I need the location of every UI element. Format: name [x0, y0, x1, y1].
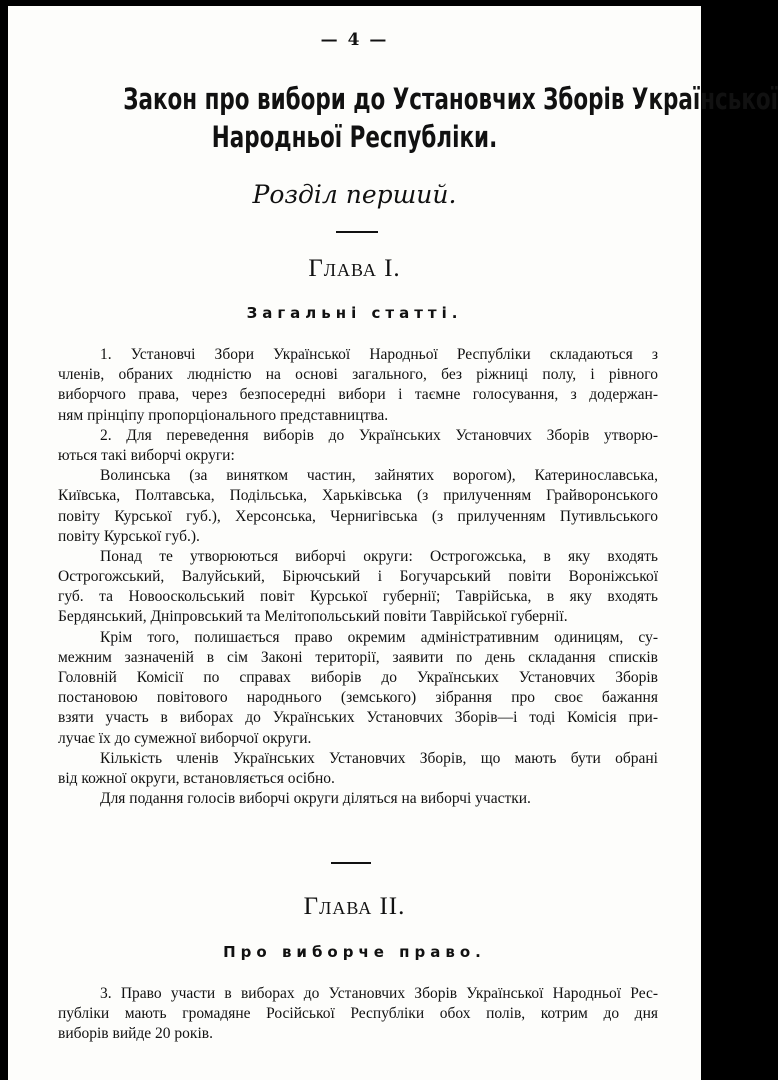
text-line: Крім того, полишається право окремим адміністративним одиницям, су- [100, 628, 658, 646]
text-line: Кількість членів Українських Установчих Зборів, що мають бути обрані [100, 749, 658, 767]
chapter-2-body [58, 984, 658, 1045]
page-number: — 4 — [320, 30, 389, 50]
text-line: взяти участь в виборах до Українських Установчих Зборів—і тоді Комісія при- [58, 709, 658, 727]
text-line: виборів вийде 20 років. [58, 1025, 213, 1043]
document-title [123, 80, 778, 156]
text-line: 3. Право участи в виборах до Установчих Зборів Української Народньої Рес- [100, 985, 658, 1002]
text-line: губ. та Новооскольський повіт Курської губернії; Таврійська, в яку входять [58, 588, 658, 606]
title-line-1: Закон про вибори до Установчих Зборів Української [123, 82, 778, 116]
title-line-2: Народньої Республіки. [211, 120, 498, 154]
text-line: Острогожський, Валуйський, Бірючський і Богучарський повіти Вороніжської [58, 568, 658, 586]
chapter-1-body [58, 345, 658, 809]
text-line: виборчого права, через безпосередні вибори і таємне голосування, з додержан- [58, 386, 658, 404]
chapter-1-subtitle: Загальні статті. [246, 304, 463, 322]
text-line: Київська, Полтавська, Подільська, Харьківська (з прилученням Грайворонського [58, 487, 658, 505]
section-heading: Розділ перший. [252, 180, 457, 209]
text-line: постановою повітового народнього (земського) зібрання про своє бажання [58, 689, 658, 707]
section-divider [336, 231, 378, 233]
chapter-2-heading: Глава II. [303, 893, 406, 920]
text-line: Головній Комісії по справах виборів до Українських Установчих Зборів [58, 669, 658, 686]
chapter-divider [331, 862, 371, 864]
text-line: 1. Установчі Збори Української Народньої Республіки складаються з [100, 346, 658, 363]
chapter-1-heading: Глава I. [308, 255, 401, 282]
text-line: 2. Для переведення виборів до Українських Установчих Зборів утворю- [100, 426, 658, 444]
text-line: Для подання голосів виборчі округи діляться на виборчі участки. [100, 790, 531, 808]
text-line: ються такі виборчі округи: [58, 446, 235, 464]
text-line: лучає їх до сумежної виборчої округи. [58, 729, 312, 747]
text-line: повіту Курської губ.), Херсонська, Чернигівська (з прилученням Путивльського [58, 507, 658, 525]
text-line: членів, обраних людністю на основі загального, без ріжниці полу, і рівного [58, 366, 658, 384]
text-line: Волинська (за винятком частин, зайнятих ворогом), Катеринославська, [100, 467, 658, 485]
chapter-2-subtitle: Про виборче право. [223, 943, 486, 961]
text-line: межним зазначеній в сім Законі території, заявити по день складання списків [58, 648, 658, 666]
text-line: Понад те утворюються виборчі округи: Острогожська, в яку входять [100, 547, 658, 565]
text-line: публіки мають громадяне Російської Республіки обох полів, котрим до дня [58, 1005, 658, 1023]
text-line: від кожної округи, встановляється осібно. [58, 769, 335, 787]
text-line: ням прінціпу пропорціонального представництва. [58, 406, 389, 424]
text-line: Бердянський, Дніпровський та Мелітопольський повіти Таврійської губернії. [58, 608, 568, 626]
text-line: повіту Курської губ.). [58, 527, 200, 545]
